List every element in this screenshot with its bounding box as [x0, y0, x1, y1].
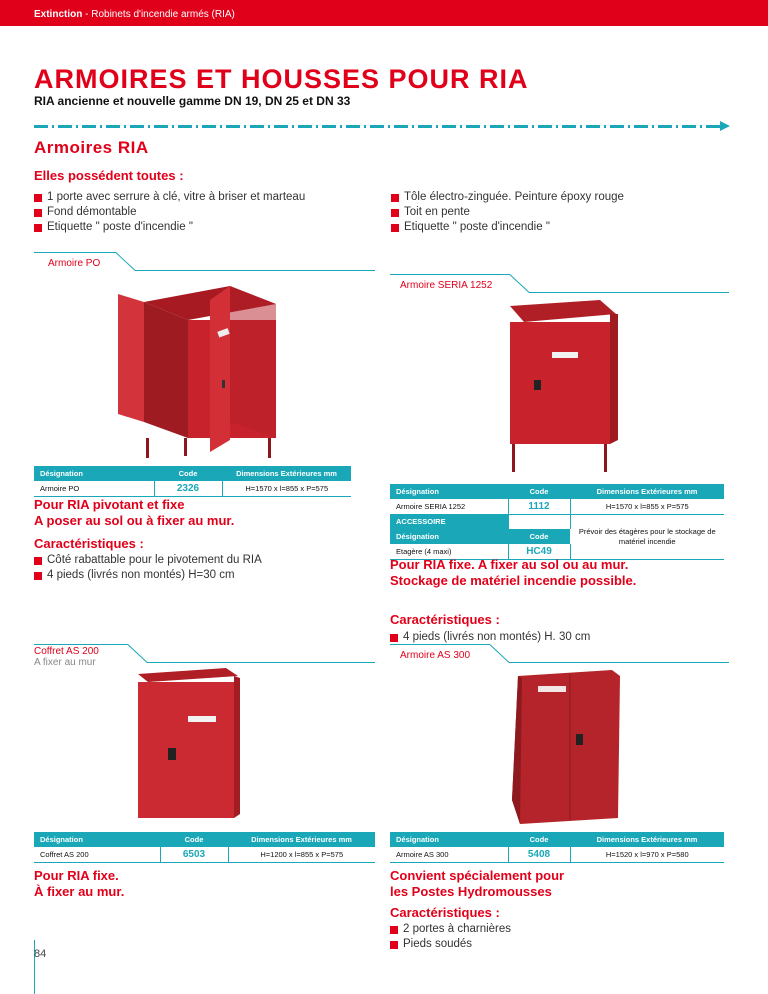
col-dimensions: Dimensions Extérieures mm — [228, 832, 375, 847]
row-dimensions: H=1520 x l=970 x P=580 — [570, 847, 724, 863]
seria-carac-title: Caractéristiques : — [390, 612, 500, 627]
as300-carac-list — [390, 922, 511, 952]
arrow-right-icon — [720, 121, 730, 131]
table-row — [34, 481, 351, 497]
dash-divider — [34, 125, 724, 128]
as200-sublabel: A fixer au mur — [34, 657, 96, 668]
col-code: Code — [508, 529, 570, 545]
list-item: Etiquette " poste d'incendie " — [34, 220, 305, 235]
col-designation: Désignation — [34, 832, 160, 847]
desc-line: A poser au sol ou à fixer au mur. — [34, 513, 235, 528]
row-code: HC49 — [508, 544, 570, 560]
po-description — [34, 497, 234, 529]
frame-line — [509, 662, 729, 663]
seria-carac-list — [390, 630, 590, 645]
row-designation: Armoire PO — [34, 481, 154, 497]
as200-table — [34, 832, 375, 863]
coffret-as200-image — [132, 666, 250, 822]
frame-line — [390, 644, 490, 645]
accessory-note: Prévoir des étagères pour le stockage de matériel incendie — [570, 515, 724, 560]
frame-line — [529, 292, 729, 293]
desc-line: Convient spécialement pour — [390, 868, 565, 883]
armoire-seria-image — [500, 300, 630, 478]
col-designation: Désignation — [34, 466, 154, 481]
page-subtitle: RIA ancienne et nouvelle gamme DN 19, DN 25 et DN 33 — [34, 94, 351, 108]
row-dimensions: H=1570 x l=855 x P=575 — [570, 499, 724, 515]
list-item: Pieds soudés — [390, 937, 511, 952]
table-row — [390, 499, 724, 515]
list-item: Etiquette " poste d'incendie " — [391, 220, 624, 235]
features-heading: Elles possédent toutes : — [34, 168, 184, 183]
col-designation: Désignation — [390, 529, 508, 545]
row-code: 5408 — [508, 847, 570, 863]
col-code: Code — [160, 832, 228, 847]
frame-line — [34, 644, 128, 645]
po-label: Armoire PO — [48, 258, 101, 269]
seria-label: Armoire SERIA 1252 — [400, 280, 493, 291]
table-row — [390, 847, 724, 863]
armoire-as300-image — [508, 668, 628, 828]
features-right-list — [391, 190, 624, 235]
col-code: Code — [508, 484, 570, 499]
as300-carac-title: Caractéristiques : — [390, 905, 500, 920]
as300-description — [390, 868, 564, 900]
header-breadcrumb: - Robinets d'incendie armés (RIA) — [82, 9, 235, 20]
frame-line — [390, 274, 510, 275]
list-item: Toit en pente — [391, 205, 624, 220]
row-code: 1112 — [508, 499, 570, 515]
row-code: 2326 — [154, 481, 222, 497]
col-designation: Désignation — [390, 832, 508, 847]
list-item: 4 pieds (livrés non montés) H=30 cm — [34, 568, 262, 583]
as300-table — [390, 832, 724, 863]
frame-line — [147, 662, 375, 663]
armoire-po-image — [118, 284, 288, 460]
header-category: Extinction — [34, 9, 83, 20]
accessory-label: ACCESSOIRE — [390, 515, 508, 529]
as200-title: Coffret AS 200 — [34, 646, 99, 657]
list-item: 4 pieds (livrés non montés) H. 30 cm — [390, 630, 590, 645]
desc-line: les Postes Hydromousses — [390, 884, 552, 899]
seria-description — [390, 557, 636, 589]
desc-line: À fixer au mur. — [34, 884, 125, 899]
col-code: Code — [154, 466, 222, 481]
col-code: Code — [508, 832, 570, 847]
seria-table — [390, 484, 724, 560]
page-title: ARMOIRES ET HOUSSES POUR RIA — [34, 64, 529, 94]
desc-line: Pour RIA pivotant et fixe — [34, 497, 185, 512]
col-designation: Désignation — [390, 484, 508, 499]
po-table — [34, 466, 351, 497]
col-dimensions: Dimensions Extérieures mm — [570, 484, 724, 499]
row-dimensions: H=1570 x l=855 x P=575 — [222, 481, 351, 497]
desc-line: Pour RIA fixe. — [34, 868, 119, 883]
row-dimensions: H=1200 x l=855 x P=575 — [228, 847, 375, 863]
as200-description — [34, 868, 124, 900]
po-carac-title: Caractéristiques : — [34, 536, 144, 551]
as300-label: Armoire AS 300 — [400, 650, 471, 661]
list-item: Côté rabattable pour le pivotement du RIA — [34, 553, 262, 568]
frame-line — [509, 274, 529, 293]
frame-line — [115, 252, 135, 271]
table-row — [34, 847, 375, 863]
desc-line: Stockage de matériel incendie possible. — [390, 573, 637, 588]
frame-line — [135, 270, 375, 271]
list-item: 1 porte avec serrure à clé, vitre à briser et marteau — [34, 190, 305, 205]
as200-label — [34, 646, 99, 668]
section-title: Armoires RIA — [34, 138, 149, 157]
row-designation: Etagère (4 maxi) — [390, 544, 508, 560]
row-designation: Armoire AS 300 — [390, 847, 508, 863]
row-designation: Armoire SERIA 1252 — [390, 499, 508, 515]
page-number: 84 — [34, 948, 47, 960]
frame-line — [489, 644, 509, 663]
top-bar — [0, 0, 768, 26]
row-designation: Coffret AS 200 — [34, 847, 160, 863]
list-item: Fond démontable — [34, 205, 305, 220]
po-carac-list — [34, 553, 262, 583]
list-item: Tôle électro-zinguée. Peinture époxy rouge — [391, 190, 624, 205]
frame-line — [127, 644, 147, 663]
desc-line: Pour RIA fixe. A fixer au sol ou au mur. — [390, 557, 629, 572]
col-dimensions: Dimensions Extérieures mm — [570, 832, 724, 847]
features-left-list — [34, 190, 305, 235]
list-item: 2 portes à charnières — [390, 922, 511, 937]
col-dimensions: Dimensions Extérieures mm — [222, 466, 351, 481]
row-code: 6503 — [160, 847, 228, 863]
frame-line — [34, 252, 116, 253]
